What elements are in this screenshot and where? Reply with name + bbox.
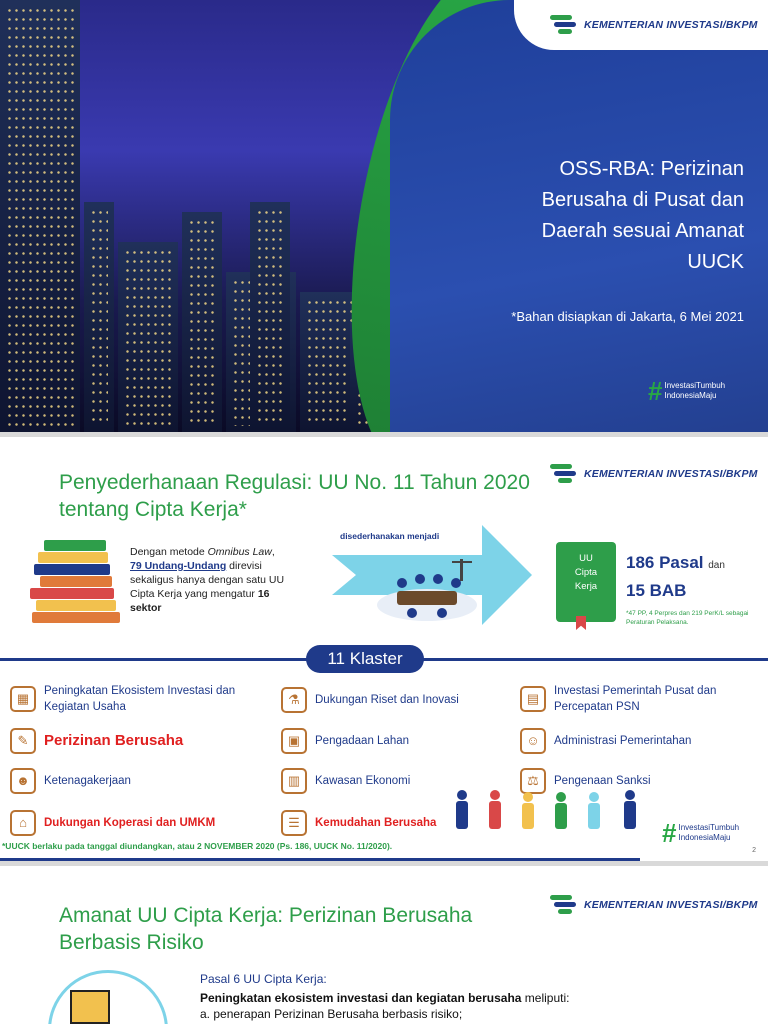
admin-icon: ☺ [520,728,546,754]
klaster-item: ✎ Perizinan Berusaha [10,728,183,754]
pasal-body: Peningkatan ekosistem investasi dan kegiatan berusaha meliputi: a. penerapan Perizinan Berusaha berbasis risiko; [200,991,570,1021]
omnibus-description: Dengan metode Omnibus Law, 79 Undang-Undang direvisi sekaligus hanya dengan satu UU Cipta Kerja yang mengatur 16 sektor [130,546,285,614]
pasal-count: 186 Pasal dan 15 BAB [626,553,725,600]
cover-note: *Bahan disiapkan di Jakarta, 6 Mei 2021 [511,309,744,324]
klaster-item: ⌂ Dukungan Koperasi dan UMKM [10,810,215,836]
hashtag-badge [662,820,739,846]
building-icon: ▤ [520,686,546,712]
cover-title: OSS-RBA: Perizinan Berusaha di Pusat dan Daerah sesuai Amanat UUCK [541,158,744,273]
bkpm-logo-icon [550,15,578,35]
risk-based-slide [0,866,768,1024]
ministry-logo [514,0,768,50]
klaster-heading: 11 Klaster [306,645,424,673]
page-number: 2 [752,847,756,854]
flask-icon: ⚗ [281,687,307,713]
slide-title: Amanat UU Cipta Kerja: Perizinan Berusaha Berbasis Risiko [59,904,473,954]
shop-icon: ⌂ [10,810,36,836]
ministry-name: KEMENTERIAN INVESTASI/BKPM [584,468,758,480]
klaster-item: ▥ Kawasan Ekonomi [281,768,410,794]
worker-icon: ☻ [10,768,36,794]
ministry-logo [514,880,768,930]
slide-title: Penyederhanaan Regulasi: UU No. 11 Tahun 2020 tentang Cipta Kerja* [59,471,530,521]
books-stack-icon [30,540,122,628]
hashtag-badge [648,378,725,404]
license-icon: ✎ [10,728,36,754]
bkpm-logo-icon [550,895,578,915]
klaster-item: ☰ Kemudahan Berusaha [281,810,436,836]
hashtag-line1: InvestasiTumbuh [664,381,726,390]
regulation-note: *47 PP, 4 Perpres dan 219 PerK/L sebagai Peraturan Pelaksana. [626,610,749,626]
people-group-illustration-icon [450,789,660,831]
meeting-illustration-icon [372,555,482,627]
factory-icon: ▥ [281,768,307,794]
land-icon: ▣ [281,728,307,754]
ministry-name: KEMENTERIAN INVESTASI/BKPM [584,899,758,911]
uu-cipta-kerja-book-icon: UU Cipta Kerja [556,542,616,622]
klaster-item: ⚖ Pengenaan Sanksi [520,768,651,794]
klaster-item: ▣ Pengadaan Lahan [281,728,409,754]
cover-slide [0,0,768,432]
ministry-name: KEMENTERIAN INVESTASI/BKPM [584,19,758,31]
document-money-icon [70,990,110,1024]
investment-icon: ▦ [10,686,36,712]
regulation-slide [0,437,768,861]
klaster-item: ☻ Ketenagakerjaan [10,768,131,794]
hashtag-line2: IndonesiaMaju [678,833,731,842]
hashtag-line2: IndonesiaMaju [664,391,717,400]
sanction-icon: ⚖ [520,768,546,794]
scroll-icon: ☰ [281,810,307,836]
klaster-item: ⚗ Dukungan Riset dan Inovasi [281,687,459,713]
hashtag-line1: InvestasiTumbuh [678,823,740,832]
bottom-rule [0,858,640,861]
hashtag-icon: # [648,376,663,406]
klaster-item: ☺ Administrasi Pemerintahan [520,728,691,754]
ministry-logo [514,449,768,499]
klaster-item: ▤ Investasi Pemerintah Pusat dan Percepatan PSN [520,683,754,715]
arrow-label: disederhanakan menjadi [340,531,440,541]
klaster-item: ▦ Peningkatan Ekosistem Investasi dan Kegiatan Usaha [10,683,244,715]
pasal-heading: Pasal 6 UU Cipta Kerja: [200,972,327,986]
uuck-footnote: *UUCK berlaku pada tanggal diundangkan, atau 2 NOVEMBER 2020 (Ps. 186, UUCK No. 11/2020). [2,841,393,851]
bkpm-logo-icon [550,464,578,484]
hashtag-icon: # [662,818,677,848]
